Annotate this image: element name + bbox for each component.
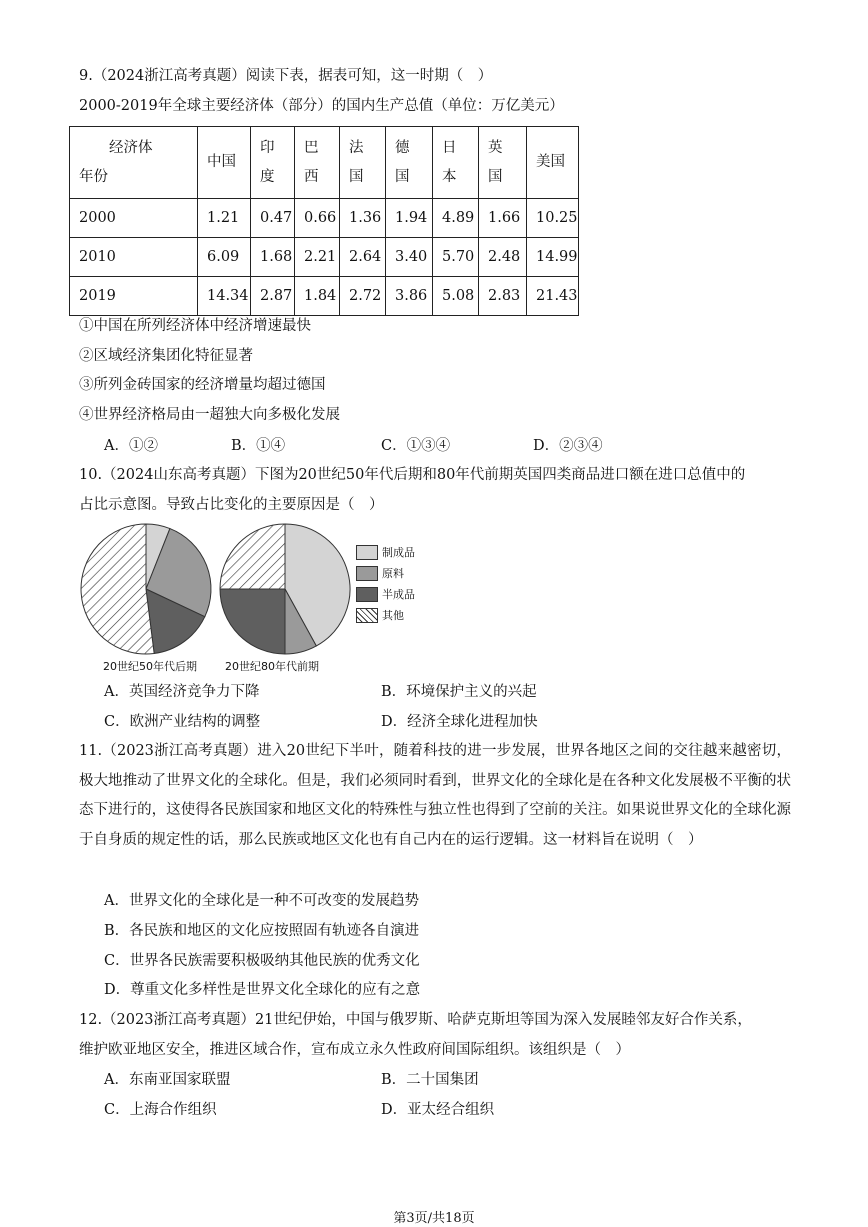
legend-label: 原料 [382,567,404,580]
table-row [70,277,579,316]
q12-option-a[interactable]: A．东南亚国家联盟 [104,1072,231,1088]
q9-statement-1: ①中国在所列经济体中经济增速最快 [79,318,311,334]
value-cell: 14.99 [527,238,579,277]
pie-1980s-caption: 20世纪80年代前期 [225,660,319,673]
slice-other [220,524,285,589]
q9-statement-4: ④世界经济格局由一超独大向多极化发展 [79,407,340,423]
value-cell: 1.21 [198,199,251,238]
col-header: 英 国 [479,127,527,199]
corner-top-label: 经济体 [109,139,153,156]
q11-stem: 11.（2023浙江高考真题）进入20世纪下半叶，随着科技的进一步发展，世界各地区之间的交往越来越密切，极大地推动了世界文化的全球化。但是，我们必须同时看到，世界文化的全球化是在各种文化发展极不平衡的状态下进行的，这使得各民族国家和地区文化的特殊性与独立性也得到了空前的关注。如果说世界文化的全球化源于自身质的规定性的话，那么民族或地区文化也有自己内在的运行逻辑。这一材料旨在说明（ ） [79,743,791,849]
q9-statement-3: ③所列金砖国家的经济增量均超过德国 [79,377,326,393]
value-cell: 1.68 [251,238,295,277]
pie-1950s [81,524,211,654]
col-header: 法 国 [340,127,386,199]
legend-label: 半成品 [382,588,415,601]
import-share-pie-charts [78,522,398,672]
q12-option-d[interactable]: D．亚太经合组织 [381,1102,495,1118]
col-header: 日 本 [433,127,479,199]
legend-swatch [356,545,378,560]
table-row [70,199,579,238]
value-cell: 6.09 [198,238,251,277]
value-cell: 0.47 [251,199,295,238]
legend-label: 其他 [382,609,404,622]
q9-stem: 9.（2024浙江高考真题）阅读下表，据表可知，这一时期（ ） [79,68,493,84]
year-cell: 2010 [70,238,198,277]
q9-statement-2: ②区域经济集团化特征显著 [79,348,253,364]
value-cell: 4.89 [433,199,479,238]
page-footer: 第3页/共18页 [393,1211,475,1226]
q9-table-title: 2000-2019年全球主要经济体（部分）的国内生产总值（单位：万亿美元） [79,98,564,114]
slice-semi-finished [220,589,285,654]
value-cell: 0.66 [295,199,340,238]
q10-option-d[interactable]: D．经济全球化进程加快 [381,714,538,730]
value-cell: 2.64 [340,238,386,277]
year-cell: 2000 [70,199,198,238]
legend-swatch [356,587,378,602]
value-cell: 21.43 [527,277,579,316]
value-cell: 3.40 [386,238,433,277]
legend-swatch-hatched [356,608,378,623]
pie-1980s [220,524,350,654]
value-cell: 14.34 [198,277,251,316]
q10-option-b[interactable]: B．环境保护主义的兴起 [381,684,537,700]
q10-option-a[interactable]: A．英国经济竞争力下降 [104,684,260,700]
legend-swatch [356,566,378,581]
legend-label: 制成品 [382,546,415,559]
value-cell: 10.25 [527,199,579,238]
legend-item-semi-finished [356,586,415,602]
col-header: 巴 西 [295,127,340,199]
legend-item-other [356,607,404,623]
pie-1950s-caption: 20世纪50年代后期 [103,660,197,673]
q11-option-c[interactable]: C．世界各民族需要积极吸纳其他民族的优秀文化 [104,953,420,969]
value-cell: 2.48 [479,238,527,277]
value-cell: 2.87 [251,277,295,316]
col-header: 印 度 [251,127,295,199]
q9-option-b[interactable]: B．①④ [231,438,286,454]
table-row [70,238,579,277]
value-cell: 2.72 [340,277,386,316]
q10-stem-line1: 10.（2024山东高考真题）下图为20世纪50年代后期和80年代前期英国四类商品进口额在进口总值中的 [79,467,746,483]
q12-stem-line2: 维护欧亚地区安全，推进区域合作，宣布成立永久性政府间国际组织。该组织是（ ） [79,1042,630,1058]
value-cell: 1.36 [340,199,386,238]
value-cell: 2.21 [295,238,340,277]
value-cell: 2.83 [479,277,527,316]
q11-option-d[interactable]: D．尊重文化多样性是世界文化全球化的应有之意 [104,982,421,998]
q12-option-b[interactable]: B．二十国集团 [381,1072,479,1088]
value-cell: 5.70 [433,238,479,277]
q9-option-c[interactable]: C．①③④ [381,438,451,454]
q10-stem-line2: 占比示意图。导致占比变化的主要原因是（ ） [79,497,384,513]
legend-item-manufactured [356,544,415,560]
value-cell: 1.94 [386,199,433,238]
value-cell: 5.08 [433,277,479,316]
q10-option-c[interactable]: C．欧洲产业结构的调整 [104,714,261,730]
value-cell: 1.84 [295,277,340,316]
q9-option-d[interactable]: D．②③④ [533,438,603,454]
value-cell: 3.86 [386,277,433,316]
col-header: 德 国 [386,127,433,199]
q9-option-a[interactable]: A．①② [104,438,158,454]
gdp-table [69,126,579,316]
legend-item-raw-materials [356,565,404,581]
slice-other [81,524,154,654]
q12-option-c[interactable]: C．上海合作组织 [104,1102,217,1118]
col-header: 中国 [198,127,251,199]
q11-option-a[interactable]: A．世界文化的全球化是一种不可改变的发展趋势 [104,893,419,909]
value-cell: 1.66 [479,199,527,238]
year-cell: 2019 [70,277,198,316]
q12-stem-line1: 12.（2023浙江高考真题）21世纪伊始，中国与俄罗斯、哈萨克斯坦等国为深入发展睦邻友好合作关系， [79,1012,752,1028]
q11-option-b[interactable]: B．各民族和地区的文化应按照固有轨迹各自演进 [104,923,420,939]
corner-bottom-label: 年份 [79,168,108,185]
table-corner-cell [70,127,198,199]
col-header: 美国 [527,127,579,199]
table-header-row [70,127,579,199]
